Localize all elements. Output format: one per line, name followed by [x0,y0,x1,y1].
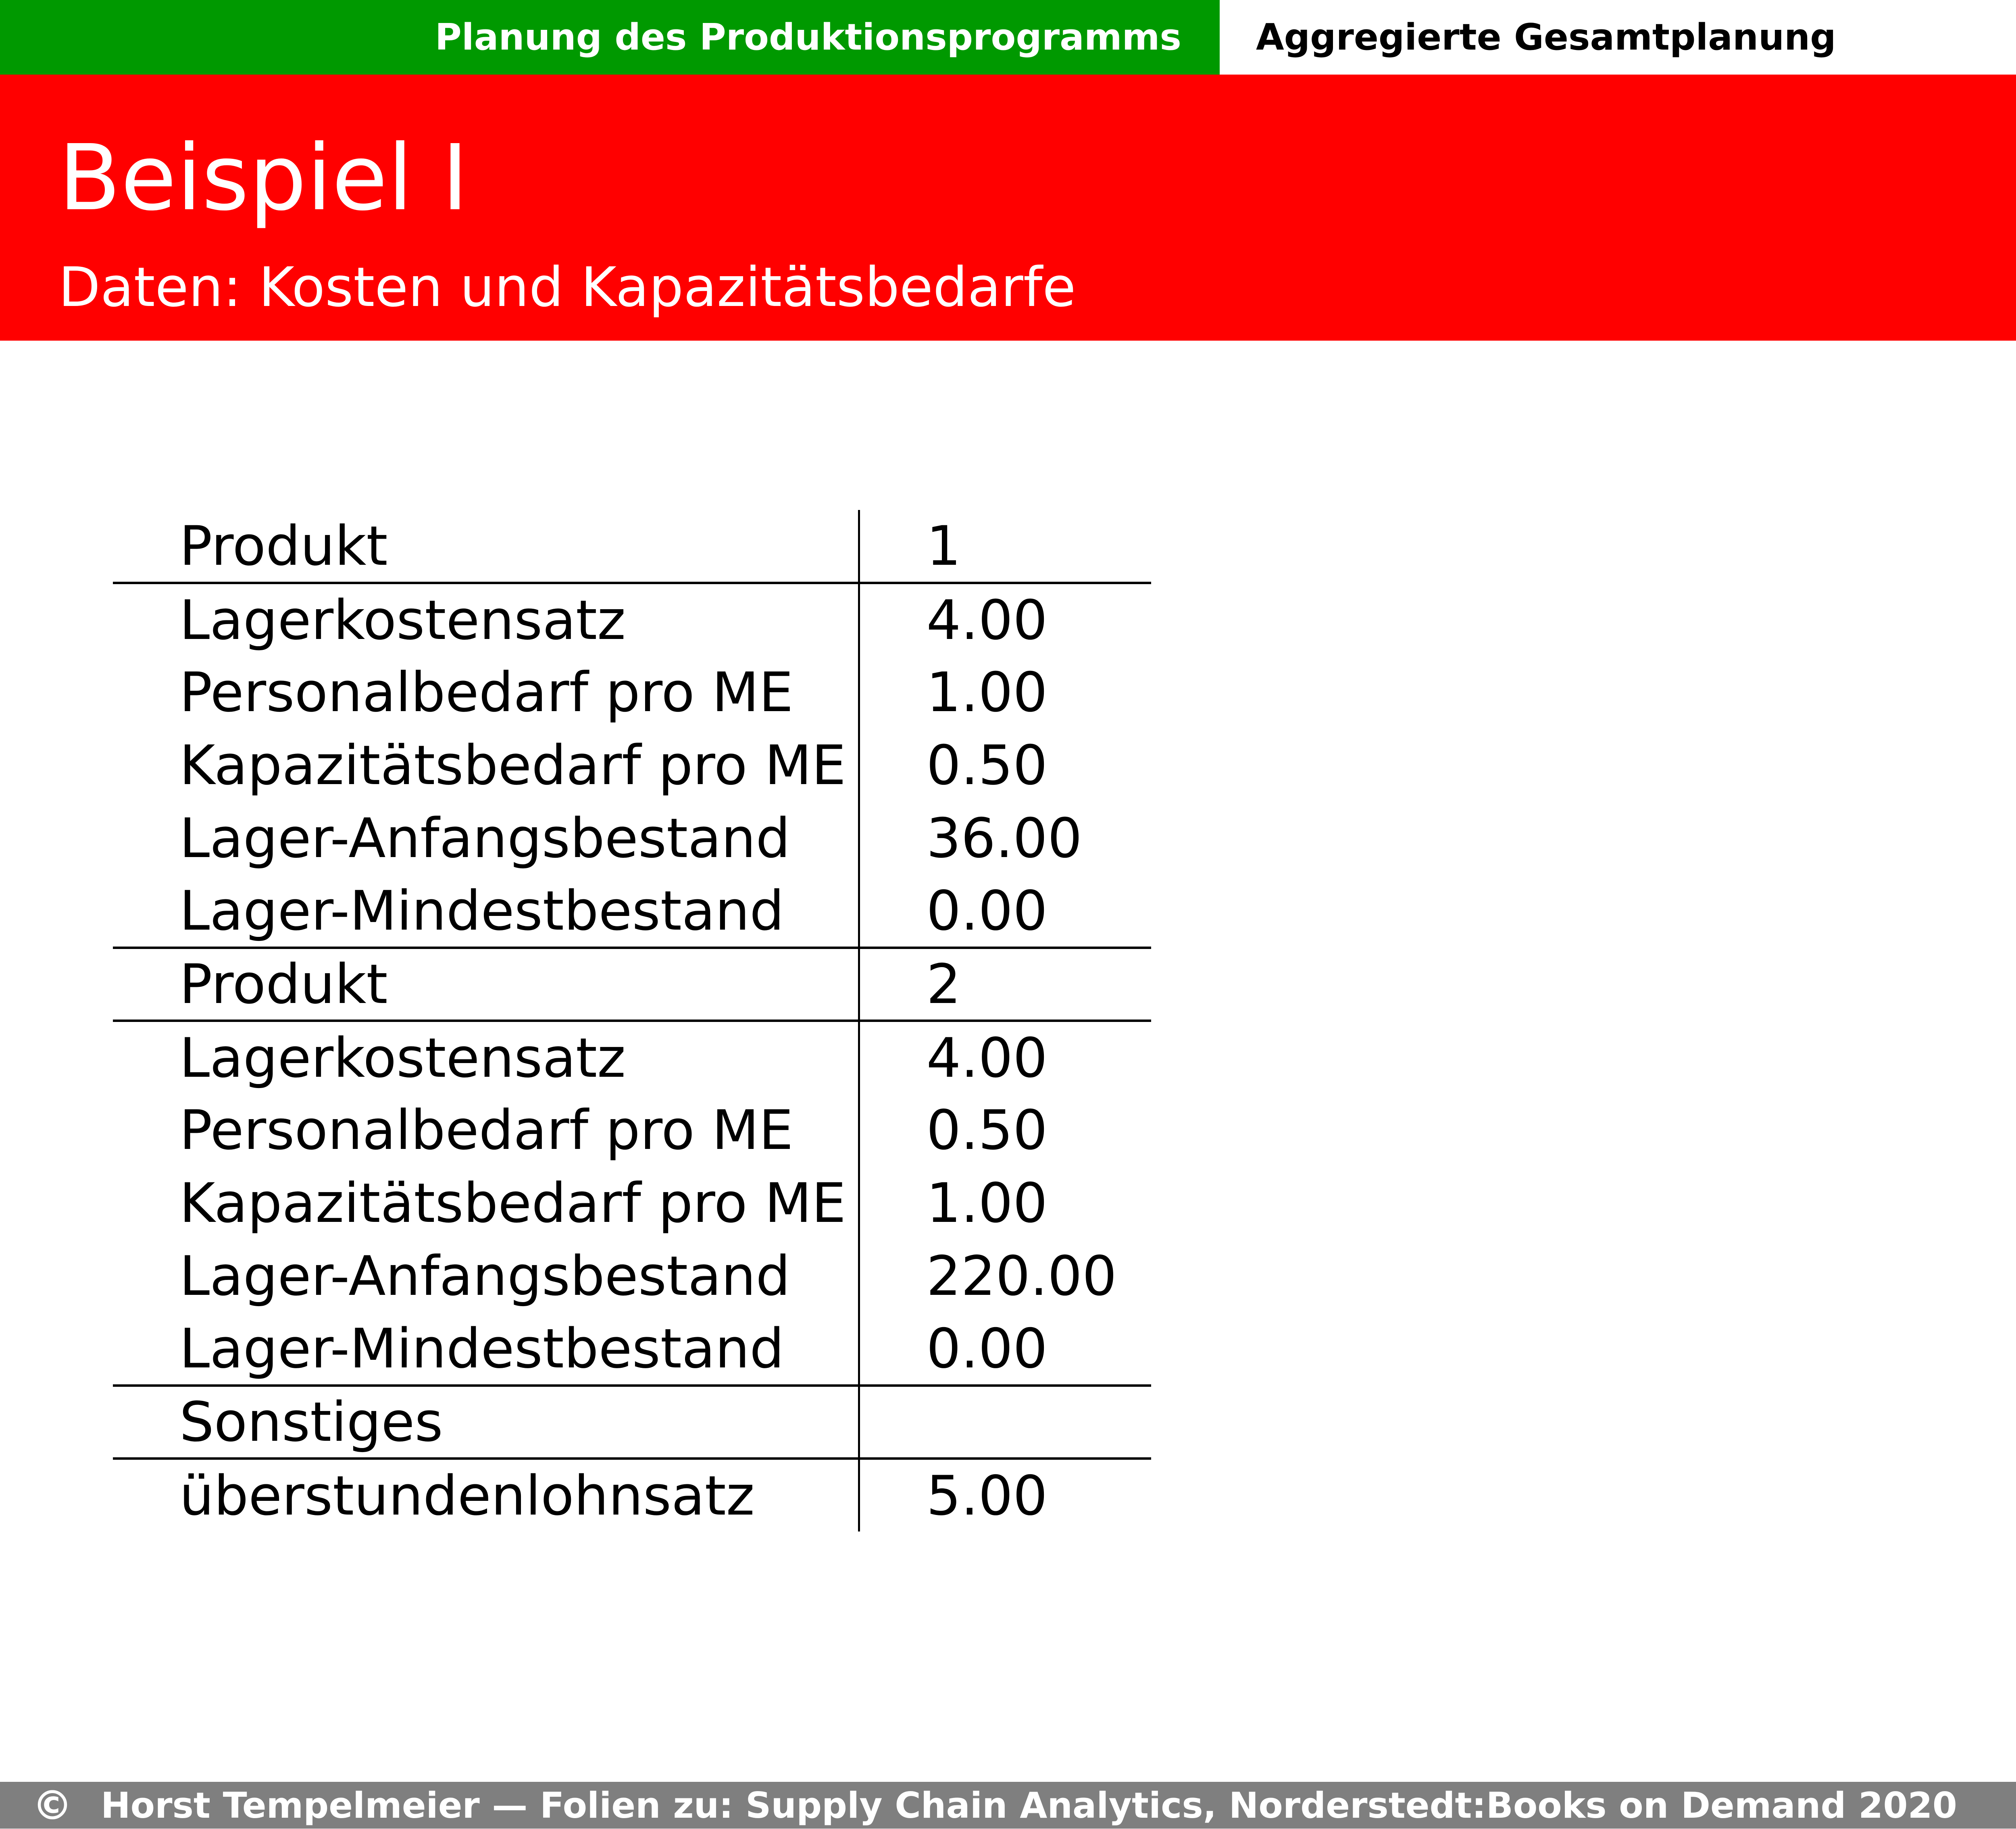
row-value: 1.00 [926,661,1048,724]
footer [0,1782,2016,1829]
nav-subsection[interactable] [1220,0,2016,75]
row-label: Lager-Mindestbestand [113,1313,859,1386]
row-value: 0.00 [926,1317,1048,1380]
table-row [113,583,1151,656]
copyright-icon: © [32,1781,73,1829]
data-table [113,510,1151,1531]
table-row [113,802,1151,875]
row-label: überstundenlohnsatz [113,1459,859,1531]
row-label: Personalbedarf pro ME [113,656,859,729]
nav-section-label: Planung des Produktionsprogramms [435,16,1181,58]
slide-subtitle: Daten: Kosten und Kapazitätsbedarfe [58,256,1076,319]
row-label: Lager-Mindestbestand [113,875,859,948]
row-label: Kapazitätsbedarf pro ME [113,1167,859,1240]
row-value: 1.00 [926,1171,1048,1235]
row-label: Lagerkostensatz [113,1021,859,1094]
slide-title: Beispiel I [58,125,469,231]
row-value: 2 [859,948,1151,1021]
table-row [113,1021,1151,1094]
row-label: Sonstiges [113,1386,859,1459]
nav-section[interactable] [0,0,1220,75]
row-value: 36.00 [926,807,1082,870]
table-row [113,1459,1151,1531]
nav-subsection-label: Aggregierte Gesamtplanung [1256,16,1836,58]
row-label: Lager-Anfangsbestand [113,802,859,875]
row-label: Lagerkostensatz [113,583,859,656]
row-value: 4.00 [926,1026,1048,1090]
row-value [859,1386,1151,1459]
row-value: 1 [859,510,1151,583]
table-row [113,729,1151,802]
table-row [113,1094,1151,1167]
table-row [113,510,1151,583]
row-label: Kapazitätsbedarf pro ME [113,729,859,802]
row-label: Produkt [113,948,859,1021]
row-label: Lager-Anfangsbestand [113,1240,859,1313]
row-value: 0.50 [926,734,1048,797]
row-value: 220.00 [926,1244,1117,1308]
table-row [113,1240,1151,1313]
row-value: 0.00 [926,879,1048,943]
row-value: 0.50 [926,1099,1048,1162]
table-row [113,1313,1151,1386]
footer-citation: Horst Tempelmeier — Folien zu: Supply Chain Analytics, Norderstedt:Books on Demand 2020 [101,1784,1958,1826]
row-value: 4.00 [926,588,1048,652]
row-value: 5.00 [926,1464,1048,1527]
table-row [113,948,1151,1021]
table-row [113,875,1151,948]
table-row [113,656,1151,729]
row-label: Produkt [113,510,859,583]
table-row [113,1167,1151,1240]
table-row [113,1386,1151,1459]
row-label: Personalbedarf pro ME [113,1094,859,1167]
